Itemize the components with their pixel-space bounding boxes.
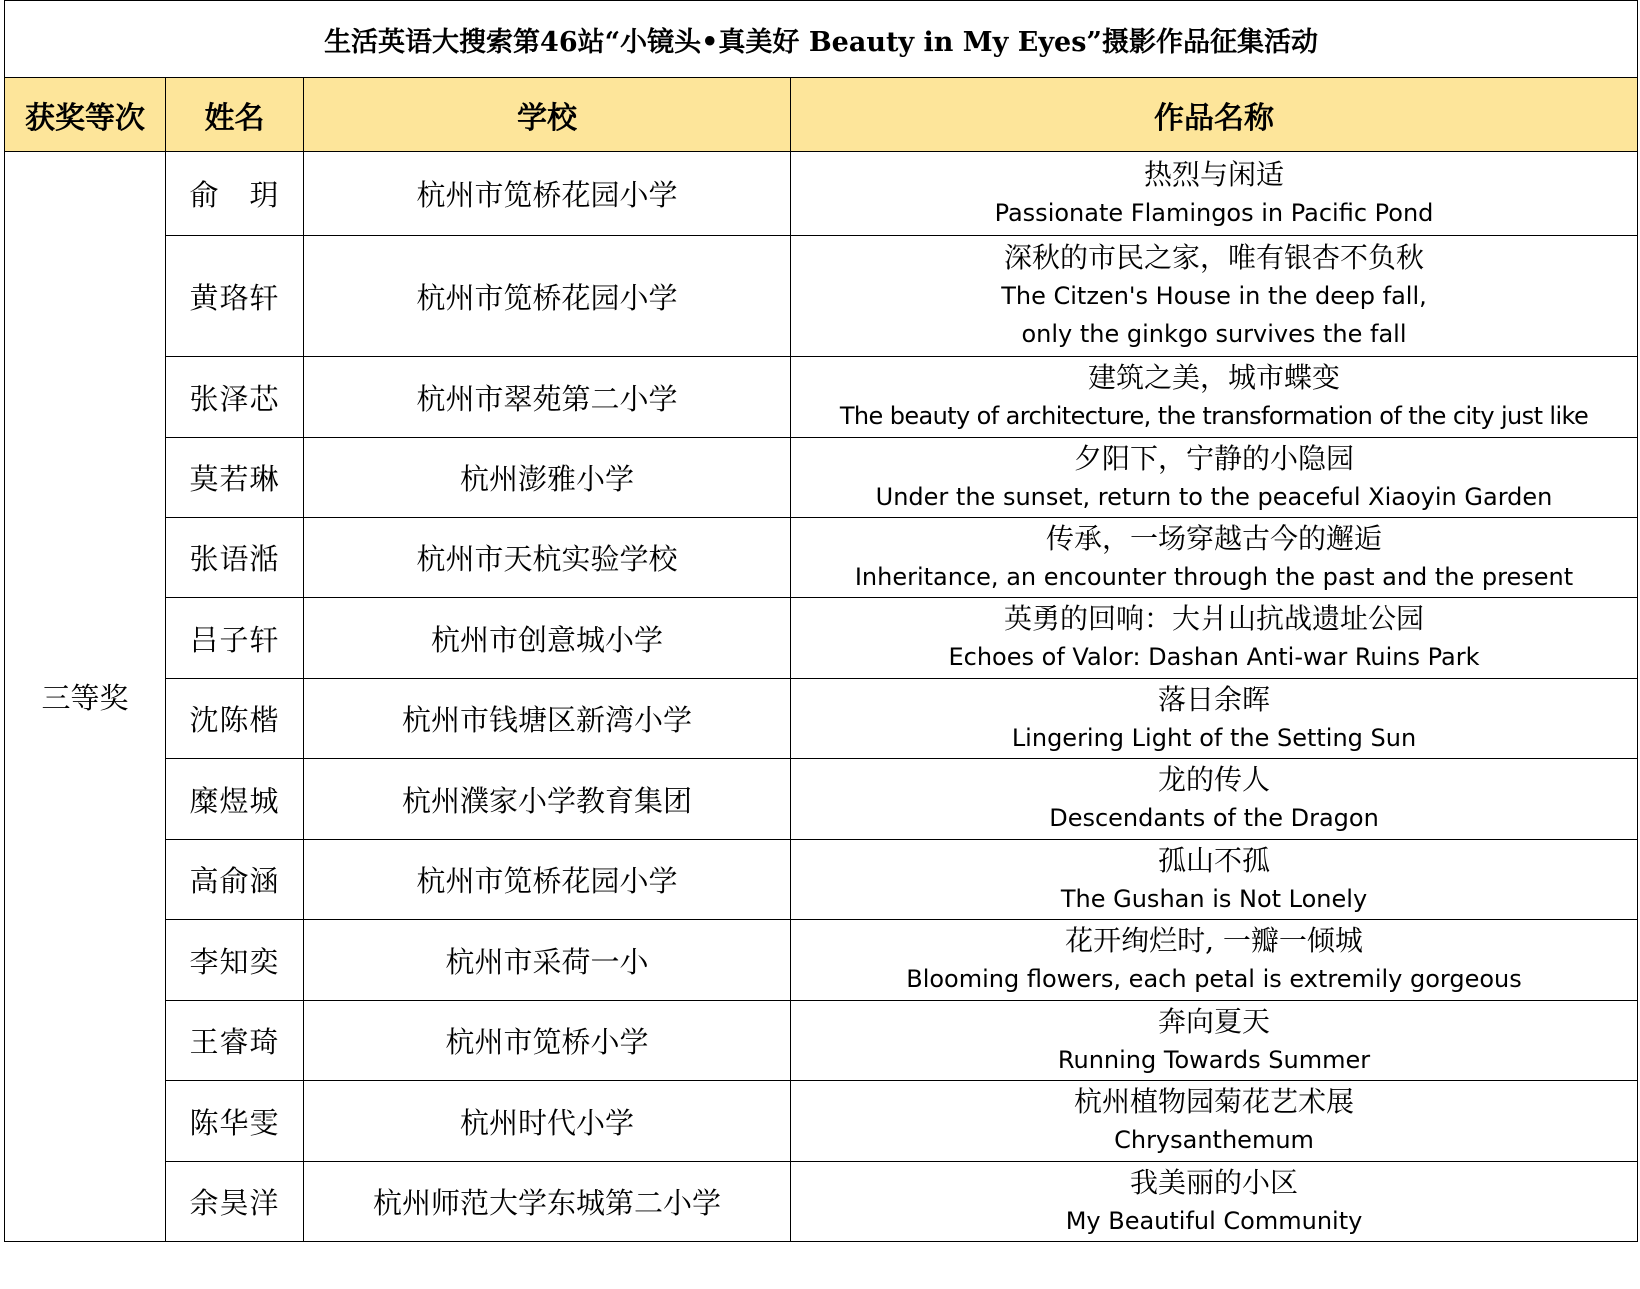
work-title-english: My Beautiful Community	[1065, 1206, 1363, 1235]
student-name-cell: 张泽芯	[166, 357, 304, 438]
work-title-cell	[791, 1001, 1638, 1081]
work-title-cell	[791, 1162, 1638, 1242]
student-name-cell: 黄珞轩	[166, 236, 304, 357]
school-cell: 杭州市创意城小学	[304, 598, 791, 679]
school-cell: 杭州市笕桥花园小学	[304, 840, 791, 920]
work-title-english: Echoes of Valor: Dashan Anti-war Ruins Park	[948, 643, 1480, 671]
school-cell: 杭州市翠苑第二小学	[304, 357, 791, 438]
table-title: 生活英语大搜索第46站“小镜头•真美好 Beauty in My Eyes”摄影作品征集活动	[5, 1, 1638, 78]
work-title-english: Descendants of the Dragon	[1049, 804, 1379, 832]
award-level-cell: 三等奖	[5, 152, 166, 1242]
work-title-english: The beauty of architecture, the transformation of the city just like	[839, 402, 1589, 430]
student-name-cell: 陈华雯	[166, 1081, 304, 1162]
work-title-cell	[791, 518, 1638, 598]
work-title-cell	[791, 920, 1638, 1001]
table-row	[5, 679, 1638, 759]
work-title-cell	[791, 438, 1638, 518]
table-row	[5, 1081, 1638, 1162]
school-cell: 杭州市笕桥花园小学	[304, 236, 791, 357]
work-title-chinese: 热烈与闲适	[1144, 157, 1285, 191]
header-name: 姓名	[166, 78, 304, 152]
table-row	[5, 518, 1638, 598]
work-title-chinese: 深秋的市民之家，唯有银杏不负秋	[1004, 241, 1425, 274]
student-name-cell: 俞 玥	[166, 152, 304, 236]
table-row	[5, 759, 1638, 840]
work-title-chinese: 孤山不孤	[1158, 843, 1271, 877]
work-title-english: Running Towards Summer	[1057, 1045, 1371, 1074]
header-award: 获奖等次	[5, 78, 166, 152]
work-title-chinese: 杭州植物园菊花艺术展	[1074, 1085, 1355, 1118]
work-title-cell	[791, 759, 1638, 840]
school-cell: 杭州市天杭实验学校	[304, 518, 791, 598]
table-row	[5, 840, 1638, 920]
work-title-english: The Citzen's House in the deep fall,	[1001, 282, 1427, 310]
table-row	[5, 920, 1638, 1001]
table-row	[5, 357, 1638, 438]
work-title-cell	[791, 357, 1638, 438]
work-title-english: The Gushan is Not Lonely	[1060, 884, 1368, 913]
work-title-chinese: 建筑之美，城市蝶变	[1088, 361, 1341, 394]
student-name-cell: 张语湉	[166, 518, 304, 598]
table-row	[5, 152, 1638, 236]
table-row	[5, 1001, 1638, 1081]
spreadsheet-sheet	[4, 0, 1637, 1289]
table-row	[5, 1162, 1638, 1242]
student-name-cell: 余昊洋	[166, 1162, 304, 1242]
school-cell: 杭州濮家小学教育集团	[304, 759, 791, 840]
school-cell: 杭州市钱塘区新湾小学	[304, 679, 791, 759]
work-title-cell	[791, 840, 1638, 920]
school-cell: 杭州时代小学	[304, 1081, 791, 1162]
table-row	[5, 438, 1638, 518]
table-row	[5, 236, 1638, 357]
work-title-english: Passionate Flamingos in Pacific Pond	[994, 198, 1434, 227]
work-title-chinese: 花开绚烂时, 一瓣一倾城	[1065, 924, 1363, 957]
award-table	[4, 0, 1638, 1242]
work-title-english: only the ginkgo survives the fall	[1021, 320, 1407, 348]
work-title-chinese: 传承，一场穿越古今的邂逅	[1046, 521, 1383, 555]
school-cell: 杭州市笕桥小学	[304, 1001, 791, 1081]
school-cell: 杭州市笕桥花园小学	[304, 152, 791, 236]
work-title-cell	[791, 598, 1638, 679]
work-title-chinese: 奔向夏天	[1158, 1004, 1271, 1038]
work-title-chinese: 龙的传人	[1158, 763, 1271, 796]
work-title-cell	[791, 679, 1638, 759]
work-title-english: Under the sunset, return to the peaceful Xiaoyin Garden	[875, 482, 1553, 511]
work-title-english: Inheritance, an encounter through the past and the present	[854, 562, 1574, 591]
work-title-cell	[791, 236, 1638, 357]
header-school: 学校	[304, 78, 791, 152]
school-cell: 杭州师范大学东城第二小学	[304, 1162, 791, 1242]
header-work: 作品名称	[791, 78, 1638, 152]
work-title-chinese: 英勇的回响：大爿山抗战遗址公园	[1004, 602, 1425, 635]
student-name-cell: 高俞涵	[166, 840, 304, 920]
work-title-chinese: 我美丽的小区	[1130, 1165, 1299, 1199]
work-title-cell	[791, 1081, 1638, 1162]
student-name-cell: 王睿琦	[166, 1001, 304, 1081]
student-name-cell: 莫若琳	[166, 438, 304, 518]
header-row	[5, 78, 1638, 152]
student-name-cell: 吕子轩	[166, 598, 304, 679]
student-name-cell: 糜煜城	[166, 759, 304, 840]
work-title-chinese: 落日余晖	[1158, 682, 1271, 716]
school-cell: 杭州市采荷一小	[304, 920, 791, 1001]
work-title-cell	[791, 152, 1638, 236]
work-title-chinese: 夕阳下，宁静的小隐园	[1074, 441, 1355, 475]
work-title-english: Blooming flowers, each petal is extremily gorgeous	[906, 965, 1522, 993]
title-row	[5, 1, 1638, 78]
table-row	[5, 598, 1638, 679]
student-name-cell: 李知奕	[166, 920, 304, 1001]
school-cell: 杭州澎雅小学	[304, 438, 791, 518]
work-title-english: Lingering Light of the Setting Sun	[1011, 723, 1417, 752]
work-title-english: Chrysanthemum	[1114, 1126, 1314, 1154]
student-name-cell: 沈陈楷	[166, 679, 304, 759]
